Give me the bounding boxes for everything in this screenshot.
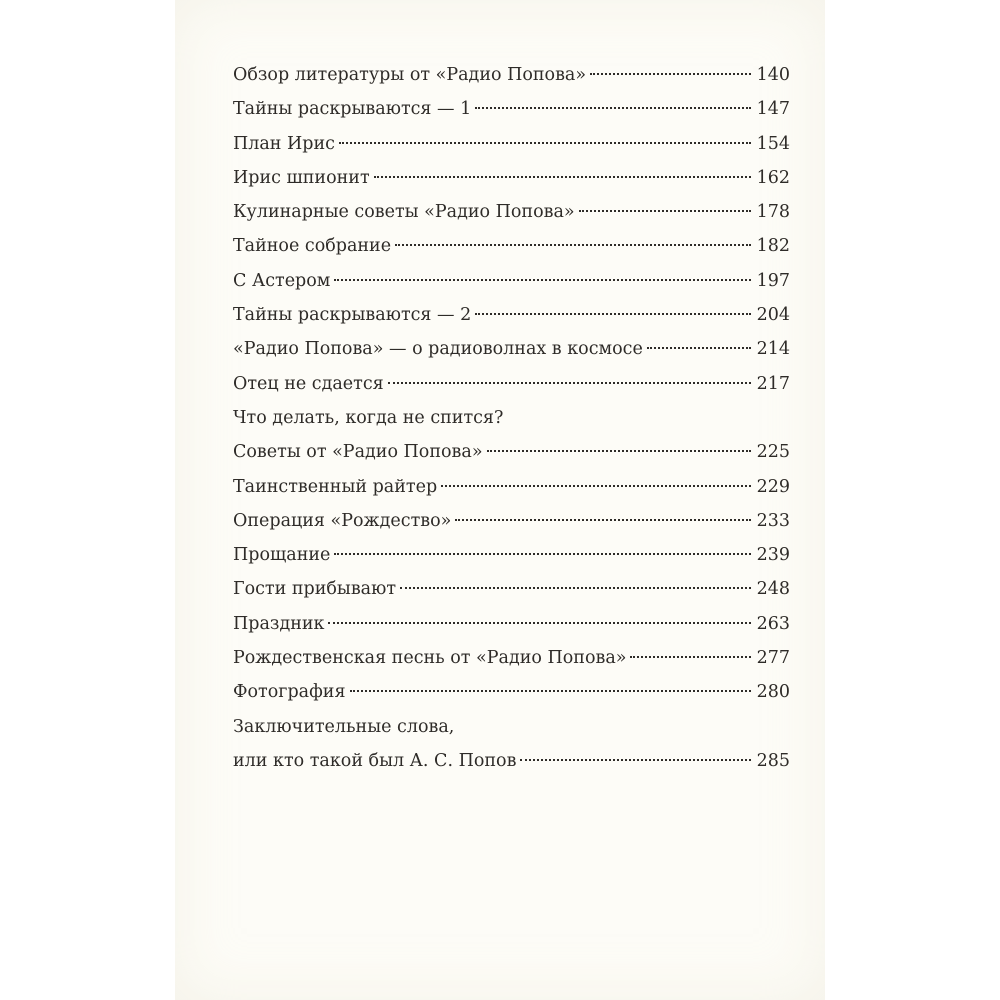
toc-entry-title: или кто такой был А. С. Попов xyxy=(233,750,517,771)
toc-entry-title: Отец не сдается xyxy=(233,373,384,394)
toc-entry-title: Кулинарные советы «Радио Попова» xyxy=(233,202,575,223)
toc-entry-page: 233 xyxy=(756,510,790,531)
dot-leader xyxy=(455,518,750,521)
toc-entry-page: 225 xyxy=(756,442,790,463)
toc-entry-page: 280 xyxy=(756,682,790,703)
toc-entry xyxy=(233,367,790,401)
toc-entry xyxy=(233,675,790,709)
toc-entry xyxy=(233,538,790,572)
dot-leader xyxy=(590,72,751,75)
toc-entry-title: Тайны раскрываются — 2 xyxy=(233,305,472,326)
toc-entry xyxy=(233,572,790,606)
dot-leader xyxy=(630,655,750,658)
toc-entry-page: 285 xyxy=(756,750,790,771)
toc-entry-page: 147 xyxy=(756,99,790,120)
dot-leader xyxy=(328,621,750,624)
toc-entry-page: 154 xyxy=(756,133,790,154)
dot-leader xyxy=(350,689,751,692)
toc-entry-page: 277 xyxy=(756,648,790,669)
dot-leader xyxy=(647,346,751,349)
toc-entry-page: 204 xyxy=(756,305,790,326)
toc-entry xyxy=(233,332,790,366)
toc-entry-continued xyxy=(233,710,790,744)
toc-entry-page: 178 xyxy=(756,202,790,223)
toc-entry-title: Рождественская песнь от «Радио Попова» xyxy=(233,648,627,669)
toc-entry xyxy=(233,58,790,92)
toc-entry-continued xyxy=(233,401,790,435)
toc-entry-title: С Астером xyxy=(233,270,331,291)
toc-entry-title: «Радио Попова» — о радиоволнах в космосе xyxy=(233,339,643,360)
dot-leader xyxy=(475,312,750,315)
dot-leader xyxy=(487,449,751,452)
toc-entry-title: Тайное собрание xyxy=(233,236,392,257)
toc-entry-title: План Ирис xyxy=(233,133,335,154)
toc-entry-page: 239 xyxy=(756,545,790,566)
toc-entry xyxy=(233,641,790,675)
toc-entry-title: Заключительные слова, xyxy=(233,716,455,737)
toc-entry xyxy=(233,195,790,229)
toc-entry-title: Обзор литературы от «Радио Попова» xyxy=(233,65,587,85)
toc-entry-title: Прощание xyxy=(233,545,331,566)
toc-entry-title: Ирис шпионит xyxy=(233,167,370,188)
dot-leader xyxy=(388,381,751,384)
toc-entry-page: 140 xyxy=(756,65,790,85)
toc-entry-page: 229 xyxy=(756,476,790,497)
toc-entry-title: Тайны раскрываются — 1 xyxy=(233,99,472,120)
dot-leader xyxy=(520,758,750,761)
toc-entry-page: 197 xyxy=(756,270,790,291)
toc-entry-page: 162 xyxy=(756,167,790,188)
toc-entry-page: 214 xyxy=(756,339,790,360)
toc-entry-title: Операция «Рождество» xyxy=(233,510,452,531)
toc-entry xyxy=(233,470,790,504)
toc-entry xyxy=(233,264,790,298)
dot-leader xyxy=(339,141,751,144)
dot-leader xyxy=(579,209,751,212)
toc-entry-title: Советы от «Радио Попова» xyxy=(233,442,483,463)
toc-entry-page: 217 xyxy=(756,373,790,394)
toc-entry xyxy=(233,744,790,778)
toc-entry-page: 248 xyxy=(756,579,790,600)
toc-entry xyxy=(233,161,790,195)
toc-entry xyxy=(233,607,790,641)
toc-entry-title: Гости прибывают xyxy=(233,579,397,600)
dot-leader xyxy=(400,586,751,589)
dot-leader xyxy=(441,484,750,487)
toc-entry-title: Что делать, когда не спится? xyxy=(233,407,504,428)
toc-entry xyxy=(233,298,790,332)
dot-leader xyxy=(334,278,750,281)
dot-leader xyxy=(374,175,751,178)
toc-entry-title: Таинственный райтер xyxy=(233,476,438,497)
toc-entry xyxy=(233,504,790,538)
toc-entry-title: Праздник xyxy=(233,613,325,634)
toc-entry xyxy=(233,92,790,126)
dot-leader xyxy=(334,552,750,555)
toc-entry-page: 182 xyxy=(756,236,790,257)
dot-leader xyxy=(475,106,750,109)
toc-entry-page: 263 xyxy=(756,613,790,634)
toc-entry xyxy=(233,127,790,161)
dot-leader xyxy=(395,243,751,246)
table-of-contents xyxy=(233,58,790,778)
toc-entry xyxy=(233,435,790,469)
toc-entry-title: Фотография xyxy=(233,682,346,703)
toc-entry xyxy=(233,229,790,263)
